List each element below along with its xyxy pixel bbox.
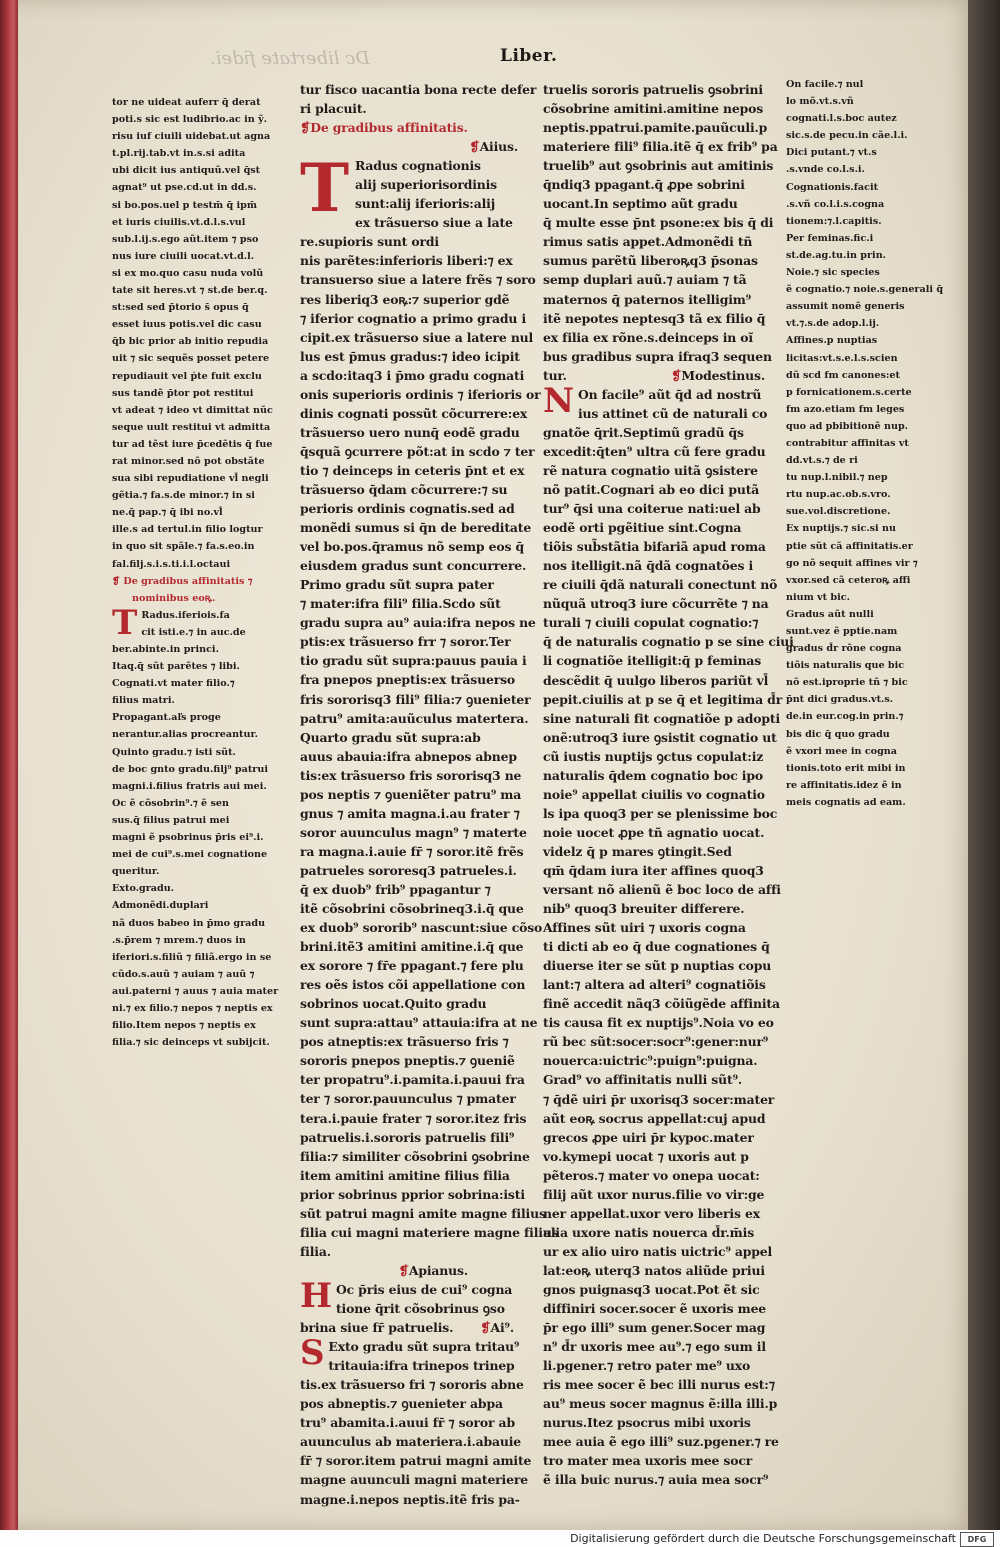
author-alius-2: Ai⁹. — [490, 1320, 514, 1336]
text-line: cõsobrine amitini.amitine nepos — [543, 101, 764, 117]
text-line: nib⁹ quoq3 breuiter differere. — [543, 901, 745, 917]
text-line: ẽ illa buic nurus.⁊ auia mea socr⁹ — [543, 1472, 769, 1488]
text-line: ubi dicit ius antiquũ.vel q̄st — [112, 165, 261, 177]
rubricated-initial-t: T — [300, 149, 349, 228]
author-modestinus: Modestinus. — [681, 367, 765, 383]
text-line: sine naturali fit cognatiõe p adopti — [543, 710, 781, 726]
text-line: poti.s sic est ludibrio.ac in ỹ. — [112, 114, 267, 126]
text-line: tur⁹ q̄si una coiterue nati:uel ab — [543, 501, 761, 517]
text-line: qm̄ q̄dam iura iter affines quoq3 — [543, 862, 764, 878]
left-rubric-line-2: nominibus eoꝶ. — [132, 592, 216, 604]
text-line: Quinto gradu.⁊ isti sũt. — [112, 746, 236, 758]
text-line: gnus ⁊ amita magna.i.au frater ⁊ — [300, 805, 520, 821]
text-line: si ex mo.quo casu nuda volũ — [112, 267, 264, 279]
text-line: pos neptis ⁊ ꝯueniẽter patru⁹ ma — [300, 786, 522, 802]
footer-note: Digitalisierung gefördert durch die Deutsche Forschungsgemeinschaft — [570, 1532, 956, 1545]
text-line: filius matri. — [112, 695, 175, 707]
text-line: pepit.ciuilis at p se q̄ et legitima d̄r — [543, 691, 783, 707]
text-line: auunculus ab materiera.i.abauie — [300, 1434, 522, 1450]
text-line: cit isti.e.⁊ in auc.de — [141, 626, 246, 638]
text-line: Exto gradu sũt supra tritau⁹ — [328, 1339, 520, 1355]
text-line: magne auunculi magni materiere — [300, 1472, 528, 1488]
text-line: agnat⁹ ut pse.cd.ut in dd.s. — [112, 182, 257, 194]
text-line: q̄b bic prior ab initio repudia — [112, 336, 269, 348]
text-line: rẽ natura cognatio uitã ꝯsistere — [543, 462, 758, 478]
text-line: naturalis q̄dem cognatio boc ipo — [543, 767, 763, 783]
text-line: rimus satis appet.Admonẽdi tñ — [543, 234, 753, 250]
text-line: quo ad pbibitionẽ nup. — [786, 420, 908, 432]
text-line: gẽtia.⁊ fa.s.de minor.⁊ in si — [112, 490, 255, 502]
text-line: tera.i.pauie frater ⁊ soror.itez fris — [300, 1110, 527, 1126]
author-alius: Aiius. — [479, 139, 518, 155]
text-line: truelis sororis patruelis ꝯsobrini — [543, 82, 763, 97]
text-line: monẽdi sumus si q̄n de bereditate — [300, 520, 532, 536]
text-line: brini.itẽ3 amitini amitine.i.q̄ que — [300, 939, 524, 955]
text-line: tro mater mea uxoris mee socr — [543, 1453, 753, 1469]
text-line: esset iuus potis.vel dic casu — [112, 319, 262, 331]
text-line: sua sibi repudiatione vl̄ negli — [112, 473, 269, 485]
text-line: q̄ ex duob⁹ frib⁹ ppagantur ⁊ — [300, 881, 491, 897]
text-line: filia:⁊ similiter cõsobrini ꝯsobrine — [300, 1148, 530, 1164]
text-line: au⁹ meus socer magnus ẽ:illa illi.p — [543, 1396, 778, 1412]
text-line: ille.s ad tertul.in filio logtur — [112, 524, 263, 536]
text-line: descẽdit q̄ uulgo liberos pariũt vl̄ — [543, 672, 769, 688]
text-line: vt adeat ⁊ ideo vt dimittat nũc — [112, 404, 273, 416]
text-line: risu iuf ciuili uidebat.ut agna — [112, 131, 271, 143]
gloss-left-initial-block — [112, 602, 290, 1051]
main-mid-s-body — [300, 1333, 532, 1508]
text-line: ra magna.i.auie fr̄ ⁊ soror.itẽ frẽs — [300, 843, 524, 859]
text-line: trãsuerso uero nunq̄ eodẽ gradu — [300, 424, 520, 440]
main-column-right — [543, 80, 794, 1490]
main-mid-body — [300, 149, 559, 1261]
text-line: n⁹ d̄r uxoris mee au⁹.⁊ ego sum il — [543, 1339, 766, 1355]
text-line: gnos puignasq3 uocat.Pot ẽt sic — [543, 1282, 760, 1297]
text-line: Exto.gradu. — [112, 883, 175, 895]
text-line: ti dicti ab eo q̄ due cognationes q̄ — [543, 939, 770, 955]
text-line: lant:⁊ altera ad alteri⁹ cognatiõis — [543, 977, 766, 993]
text-line: fal.filj.s.i.s.ti.i.l.octaui — [112, 558, 231, 570]
text-line: .s.vñ co.l.i.s.cogna — [786, 198, 885, 210]
text-line: ur ex alio uiro natis uictric⁹ appel — [543, 1243, 773, 1259]
text-line: Itaq.q̄ sũt parẽtes ⁊ libi. — [112, 661, 240, 673]
text-line: re.supioris sunt ordi — [300, 234, 439, 250]
text-line: videlz q̄ p mares ꝯtingit.Sed — [543, 843, 732, 859]
text-line: nõ est.iproprie tñ ⁊ bic — [786, 677, 908, 689]
text-line: fra pnepos pneptis:ex trãsuerso — [300, 672, 516, 688]
text-line: tio gradu sũt supra:pauus pauia i — [300, 653, 527, 669]
text-line: vt.⁊.s.de adop.l.ij. — [786, 318, 880, 330]
text-line: transuerso siue a latere frẽs ⁊ soro — [300, 272, 536, 288]
text-line: rtu nup.ac.ob.s.vro. — [786, 489, 891, 501]
text-line: maternos q̄ paternos itelligim⁹ — [543, 291, 752, 307]
text-line: tur fisco uacantia bona recte defer — [300, 82, 537, 97]
text-line: Per feminas.fic.i — [786, 232, 874, 244]
text-line: noie⁹ appellat ciuilis vo cognatio — [543, 786, 765, 802]
paragraph-mark-icon: ❡ — [671, 367, 682, 383]
text-line: cũdo.s.auũ ⁊ auiam ⁊ auũ ⁊ — [112, 968, 255, 980]
text-line: sororis pnepos pneptis.⁊ ꝯueniẽ — [300, 1053, 515, 1069]
text-line: q̄ de naturalis cognatio p se sine ciui — [543, 634, 794, 650]
text-line: alia uxore natis nouerca d̄r.m̄is — [543, 1224, 755, 1240]
text-line: noie uocet ꝓpe tñ agnatio uocat. — [543, 824, 765, 840]
text-line: Oc ẽ cõsobrin⁹.⁊ ẽ sen — [112, 797, 229, 809]
text-line: ex duob⁹ sororib⁹ nascunt:siue cõso — [300, 920, 543, 936]
text-line: tis.ex trãsuerso fri ⁊ sororis abne — [300, 1377, 524, 1393]
text-line: seque uult restitui vt admitta — [112, 421, 271, 433]
mid-rubric-row — [300, 118, 528, 137]
text-line: tionem:⁊.l.capitis. — [786, 215, 882, 227]
text-line: mei de cui⁹.s.mei cognatione — [112, 849, 268, 861]
text-line: Oc p̄ris eius de cui⁹ cogna — [335, 1281, 513, 1297]
main-right-top — [543, 80, 778, 385]
text-line: p fornicationem.s.certe — [786, 386, 912, 398]
text-line: excedit:q̄ten⁹ ultra cũ fere gradu — [543, 443, 766, 459]
text-line: sus.q̄ filius patrui mei — [112, 814, 230, 826]
text-line: neptis.ppatrui.pamite.pauũculi.p — [543, 120, 768, 136]
running-head: Liber. — [500, 46, 558, 66]
text-line: li cognatiõe itelligit:q̄ p feminas — [543, 653, 762, 669]
text-line: filia cui magni materiere magne filius — [300, 1224, 559, 1240]
text-line: repudiauit vel ṗte fuit exclu — [112, 370, 262, 382]
text-line: ner appellat.uxor vero liberis ex — [543, 1205, 760, 1221]
text-line: ber.abinte.in princi. — [112, 644, 219, 655]
text-line: nõ patit.Cognari ab eo dici putã — [543, 482, 760, 498]
text-line: fris sororisq3 fili⁹ filia:⁊ ꝯuenieter — [300, 691, 531, 707]
text-line: Cognati.vt mater filio.⁊ — [112, 678, 235, 690]
text-line: vel bo.pos.q̄ramus nõ semp eos q̄ — [300, 539, 524, 555]
text-line: lo mõ.vt.s.vñ — [786, 96, 854, 108]
rubricated-initial-h: H — [300, 1275, 332, 1316]
text-line: filio.Item nepos ⁊ neptis ex — [112, 1020, 256, 1032]
text-line: Noie.⁊ sic species — [786, 267, 880, 279]
text-line: aui.paterni ⁊ auus ⁊ auia mater — [112, 985, 279, 997]
text-line: tru⁹ abamita.i.auui fr̄ ⁊ soror ab — [300, 1415, 515, 1431]
text-line: nurus.Itez psocrus mibi uxoris — [543, 1415, 751, 1431]
text-line: item amitini amitine filius filia — [300, 1167, 510, 1183]
book-edge — [0, 0, 18, 1530]
text-line: magne.i.nepos neptis.itẽ fris pa- — [300, 1491, 520, 1507]
text-line: patru⁹ amita:auũculus matertera. — [300, 710, 529, 726]
text-line: eodẽ orti pgẽitiue sint.Cogna — [543, 520, 742, 536]
text-line: mee auia ẽ ego illi⁹ suz.pgener.⁊ re — [543, 1434, 779, 1450]
text-line: Primo gradu sũt supra pater — [300, 577, 494, 593]
text-line: t.pl.rij.tab.vt in.s.si adita — [112, 148, 246, 160]
text-line: sic.s.de pecu.in cãe.l.i. — [786, 130, 908, 142]
text-line: prior sobrinus pprior sobrina:isti — [300, 1186, 525, 1202]
main-column-middle — [300, 80, 559, 1509]
text-line: in quo sit spãle.⁊ fa.s.eo.in — [112, 541, 255, 553]
text-line: sũt patrui magni amite magne filius — [300, 1205, 546, 1221]
text-line: gnatõe q̄rit.Septimũ gradũ q̄s — [543, 424, 744, 440]
text-line: nus iure ciuili uocat.vt.d.l. — [112, 250, 255, 262]
text-line: ne.q̄ pap.⁊ q̄ ibi no.vl̄ — [112, 507, 223, 519]
text-line: sub.l.ij.s.ego aũt.item ⁊ pso — [112, 233, 259, 245]
text-line: sus tandẽ p̄tor pot restitui — [112, 387, 254, 399]
text-line: Affines sũt uiri ⁊ uxoris cogna — [543, 920, 746, 936]
text-line: lus est p̄mus gradus:⁊ ideo icipit — [300, 348, 520, 364]
mid-initial-block-s — [300, 1333, 532, 1508]
text-line: pẽteros.⁊ mater vo onepa uocat: — [543, 1167, 760, 1183]
text-line: pos abneptis.⁊ ꝯuenieter abpa — [300, 1396, 503, 1412]
rubricated-initial-s: S — [300, 1333, 325, 1374]
text-line: sumus parẽtũ liberoꝶq3 p̄sonas — [543, 253, 758, 269]
text-line: assumit nomẽ generis — [786, 301, 905, 313]
text-line: Grad⁹ vo affinitatis nulli sũt⁹. — [543, 1072, 743, 1088]
text-line: auus abauia:ifra abnepos abnep — [300, 748, 517, 764]
text-line: de boc gnto gradu.filj⁹ patrui — [112, 763, 268, 775]
text-line: tiõis naturalis que bic — [786, 660, 905, 672]
rubricated-initial-n: N — [543, 380, 574, 421]
paragraph-mark-icon: ❡ — [300, 120, 311, 136]
text-line: st.de.ag.tu.in prin. — [786, 249, 887, 261]
text-line: Affines.p nuptias — [786, 335, 878, 347]
text-line: fr̄ ⁊ soror.item patrui magni amite — [300, 1453, 532, 1469]
text-line: ex sorore ⁊ fr̄e ppagant.⁊ fere plu — [300, 958, 524, 974]
text-line: soror auunculus magn⁹ ⁊ materte — [300, 824, 527, 840]
text-line: ⁊ q̄dẽ uiri p̄r uxorisq3 socer:mater — [543, 1091, 775, 1107]
text-line: truelib⁹ aut ꝯsobrinis aut amitinis — [543, 158, 774, 174]
text-line: et iuris ciuilis.vt.d.l.s.vul — [112, 216, 246, 228]
left-rubric — [112, 573, 290, 590]
text-line: uit ⁊ sic sequẽs posset petere — [112, 353, 270, 365]
text-line: tur. — [543, 367, 567, 383]
text-line: Dici putant.⁊ vt.s — [786, 147, 877, 159]
text-line: .s.p̄rem ⁊ mrem.⁊ duos in — [112, 934, 246, 946]
text-line: onẽ:utroq3 iure ꝯsistit cognatio ut — [543, 729, 777, 745]
gloss-column-right — [786, 76, 944, 811]
text-line: tiõis sub̃stãtia bifariã apud roma — [543, 539, 766, 555]
text-line: .s.vnde co.l.s.i. — [786, 164, 865, 176]
text-line: filia. — [300, 1243, 331, 1259]
text-line: sunt supra:attau⁹ attauia:ifra at ne — [300, 1015, 538, 1031]
text-line: materiere fili⁹ filia.itẽ q̄ ex frib⁹ pa — [543, 139, 778, 155]
text-line: nos itelligit.nã q̄dã cognatões i — [543, 558, 754, 574]
text-line: cognati.l.s.boc autez — [786, 113, 897, 125]
text-line: ẽ cognatio.⁊ noie.s.generali q̄ — [786, 284, 944, 296]
text-line: ius attinet cũ de naturali co — [577, 405, 768, 421]
text-line: semp duplari auũ.⁊ auiam ⁊ tã — [543, 272, 747, 288]
gloss-column-left — [112, 94, 290, 1051]
text-line: tis:ex trãsuerso fris sororisq3 ne — [300, 767, 522, 783]
text-line: nis parẽtes:inferioris liberi:⁊ ex — [300, 253, 513, 269]
text-line: ex trãsuerso siue a late — [354, 215, 513, 231]
text-line: ri placuit. — [300, 101, 367, 117]
text-line: Radus cognationis — [354, 158, 481, 174]
text-line: tio ⁊ deinceps in ceteris p̄nt et ex — [300, 462, 525, 478]
text-line: lat:eoꝶ uterq3 natos aliũde priui — [543, 1262, 765, 1278]
text-line: ter ⁊ soror.pauunculus ⁊ pmater — [300, 1091, 516, 1107]
main-right-body — [543, 380, 794, 1490]
text-line: licitas:vt.s.e.l.s.scien — [786, 352, 898, 364]
text-line: cipit.ex trãsuerso siue a latere nul — [300, 329, 534, 345]
gloss-left-top — [112, 94, 290, 573]
text-line: contrabitur affinitas vt — [786, 437, 909, 449]
text-line: diffiniri socer.socer ẽ uxoris mee — [543, 1301, 767, 1317]
text-line: magni ẽ psobrinus p̄ris ei⁹.i. — [112, 832, 264, 844]
text-line: uocant.In septimo aũt gradu — [543, 196, 738, 212]
text-line: p̄nt dici gradus.vt.s. — [786, 694, 894, 706]
text-line: turali ⁊ ciuili copulat cognatio:⁊ — [543, 615, 759, 631]
text-line: Cognationis.facit — [786, 181, 879, 193]
text-line: tur ad tẽst iure p̄cedẽtis q̄ fue — [112, 438, 273, 450]
bleed-through-text: Dc libertate fidei. — [210, 48, 370, 69]
text-line: nerantur.alias procreantur. — [112, 729, 258, 741]
text-line: queritur. — [112, 866, 160, 878]
text-line: q̄squã ꝯcurrere põt:at in scdo ⁊ ter — [300, 443, 535, 459]
text-line: Propagant.aľs proge — [112, 712, 221, 724]
text-line: eiusdem gradus sunt concurrere. — [300, 558, 527, 574]
text-line: filij aũt uxor nurus.filie vo vir:ge — [543, 1186, 765, 1202]
text-line: filia.⁊ sic deinceps vt subijcit. — [112, 1037, 270, 1049]
text-line: q̄ multe esse p̄nt psone:ex bis q̄ di — [543, 215, 774, 231]
right-initial-block-n — [543, 380, 794, 1490]
paragraph-mark-icon: ❡ — [112, 575, 121, 587]
text-line: re affinitatis.idez ẽ in — [786, 779, 902, 791]
text-line: Gradus aũt nulli — [786, 608, 874, 620]
text-line: tionis.toto erit mibi in — [786, 762, 906, 774]
text-line: Ex nuptijs.⁊ sic.si nu — [786, 523, 896, 535]
text-line: versant nõ alienũ ẽ boc loco de affi — [543, 882, 781, 898]
text-line: ter propatru⁹.i.pamita.i.pauui fra — [300, 1072, 525, 1088]
mid-author-apianus — [300, 1261, 528, 1280]
text-line: si bo.pos.uel p testm̄ q̄ ipm̄ — [112, 199, 258, 211]
text-line: tate sit heres.vt ⁊ st.de ber.q. — [112, 285, 268, 297]
text-line: fm azo.etiam fm leges — [786, 403, 905, 415]
text-line: sue.vol.discretione. — [786, 506, 891, 518]
text-line: tis causa fit ex nuptijs⁹.Noia vo eo — [543, 1015, 774, 1031]
text-line: aũt eoꝶ socrus appellat:cuj apud — [543, 1110, 766, 1126]
gloss-left-bottom — [112, 602, 290, 1051]
text-line: ls ipa quoq3 per se plenissime boc — [543, 805, 778, 821]
paragraph-mark-icon: ❡ — [398, 1262, 409, 1278]
text-line: res oẽs istos cõi appellatione con — [300, 977, 526, 993]
mid-rubric: De gradibus affinitatis. — [310, 120, 468, 136]
paragraph-mark-icon: ❡ — [480, 1320, 491, 1336]
text-line: nium vt bic. — [786, 591, 850, 603]
text-line: bus gradibus supra ifraq3 sequen — [543, 348, 772, 364]
text-line: dinis cognati possũt cõcurrere:ex — [300, 405, 528, 421]
text-line: perioris ordinis cognatis.sed ad — [300, 501, 515, 517]
text-line: sobrinos uocat.Quito gradu — [300, 996, 487, 1012]
text-line: iferiori.s.filiũ ⁊ filiã.ergo in se — [112, 951, 272, 963]
text-line: nũquã utroq3 iure cõcurrẽte ⁊ na — [543, 596, 769, 612]
text-line: tione q̄rit cõsobrinus ꝯso — [335, 1301, 505, 1316]
author-apianus: Apianus. — [408, 1262, 468, 1278]
text-line: brina siue fr̄ patruelis. — [300, 1320, 454, 1336]
text-line: patrueles sororesq3 patrueles.i. — [300, 862, 517, 878]
text-line: nouerca:uictric⁹:puign⁹:puigna. — [543, 1053, 758, 1069]
main-mid-top — [300, 80, 537, 118]
text-line: rũ bec sũt:socer:socr⁹:gener:nur⁹ — [543, 1034, 769, 1050]
text-line: ⁊ iferior cognatio a primo gradu i — [300, 310, 526, 326]
text-line: ex filia ex rõne.s.deinceps in oĩ — [543, 329, 753, 345]
text-line: sunt.vez ẽ pptie.nam — [786, 626, 898, 637]
text-line: gradu supra au⁹ auia:ifra nepos ne — [300, 615, 536, 631]
text-line: ptie sũt cã affinitatis.er — [786, 540, 913, 552]
text-line: rat minor.sed nõ pot obstãte — [112, 455, 265, 467]
rubricated-initial-t-small: T — [112, 602, 138, 643]
text-line: Quarto gradu sũt supra:ab — [300, 729, 481, 745]
text-line: Admonẽdi.duplari — [112, 900, 209, 912]
text-line: sunt:alij iferioris:alij — [354, 196, 496, 212]
text-line: cũ iustis nuptijs ꝯctus copulat:iz — [543, 748, 764, 764]
text-line: bis dic q̄ quo gradu — [786, 728, 890, 740]
text-line: li.pgener.⁊ retro pater me⁹ uxo — [543, 1358, 751, 1374]
text-line: dũ scd fm canones:et — [786, 369, 900, 381]
text-line: alij superiorisordinis — [354, 177, 498, 193]
text-line: tor ne uideat auferr q̄ derat — [112, 97, 261, 108]
text-line: onis superioris ordinis ⁊ iferioris or — [300, 386, 541, 402]
text-line: On facile⁹ aũt q̄d ad nostrũ — [577, 386, 762, 402]
text-line: ni.⁊ ex filio.⁊ nepos ⁊ neptis ex — [112, 1002, 273, 1014]
text-line: re ciuili q̄dã naturali conectunt nõ — [543, 577, 778, 593]
text-line: res liberiq3 eoꝶ:⁊ superior gdẽ — [300, 291, 510, 307]
dfg-logo: DFG — [960, 1532, 994, 1547]
gloss-right-body — [786, 76, 944, 811]
paragraph-mark-icon: ❡ — [469, 139, 480, 155]
text-line: ẽ vxori mee in cogna — [786, 745, 897, 757]
text-line: nã duos babeo in p̄mo gradu — [112, 917, 266, 929]
text-line: st:sed sed p̄torio s̄ opus q̄ — [112, 302, 249, 314]
text-line: patruelis.i.sororis patruelis fili⁹ — [300, 1129, 515, 1145]
mid-initial-block-t — [300, 149, 559, 1261]
text-line: finẽ accedit nãq3 cõiũgẽde affinita — [543, 996, 780, 1012]
text-line: On facile.⁊ nul — [786, 79, 864, 90]
text-line: tritauia:ifra trinepos trinep — [328, 1358, 515, 1374]
text-line: trãsuerso q̄dam cõcurrere:⁊ su — [300, 481, 508, 497]
text-line: ris mee socer ẽ bec illi nurus est:⁊ — [543, 1377, 775, 1393]
text-line: ptis:ex trãsuerso frr ⁊ soror.Ter — [300, 634, 511, 650]
text-line: ⁊ mater:ifra fili⁹ filia.Scdo sũt — [300, 596, 501, 612]
text-line: itẽ nepotes neptesq3 tã ex filio q̄ — [543, 310, 766, 326]
text-line: vo.kymepi uocat ⁊ uxoris aut p — [543, 1148, 749, 1164]
text-line: vxor.sed cã ceteroꝶ affi — [786, 574, 911, 586]
text-line: itẽ cõsobrini cõsobrineq3.i.q̄ que — [300, 901, 524, 917]
text-line: go nõ sequit affines vir ⁊ — [786, 557, 918, 569]
text-line: a scdo:itaq3 i p̄mo gradu cognati — [300, 367, 525, 383]
text-line: pos atneptis:ex trãsuerso fris ⁊ — [300, 1034, 509, 1050]
text-line: tu nup.l.nibil.⁊ nep — [786, 472, 888, 484]
text-line: meis cognatis ad eam. — [786, 796, 906, 808]
page-gutter-shadow — [968, 0, 1000, 1530]
text-line: grecos ꝓpe uiri p̄r kypoc.mater — [543, 1129, 754, 1145]
text-line: Radus.iferiois.fa — [141, 609, 230, 621]
text-line: magni.i.filius fratris aui mei. — [112, 780, 267, 792]
text-line: diuerse iter se sũt p nuptias copu — [543, 958, 772, 974]
text-line: gradus d̄r rõne cogna — [786, 643, 902, 655]
right-author-modestinus — [543, 366, 771, 385]
footer-bar — [0, 1530, 1000, 1547]
text-line: dd.vt.s.⁊ de ri — [786, 455, 858, 467]
text-line: q̄ndiq3 ppagant.q̄ ꝓpe sobrini — [543, 177, 745, 193]
left-rubric-line-1: De gradibus affinitatis ⁊ — [123, 575, 253, 587]
text-line: p̄r ego illi⁹ sum gener.Socer mag — [543, 1320, 766, 1336]
text-line: de.in eur.cog.in prin.⁊ — [786, 711, 904, 723]
